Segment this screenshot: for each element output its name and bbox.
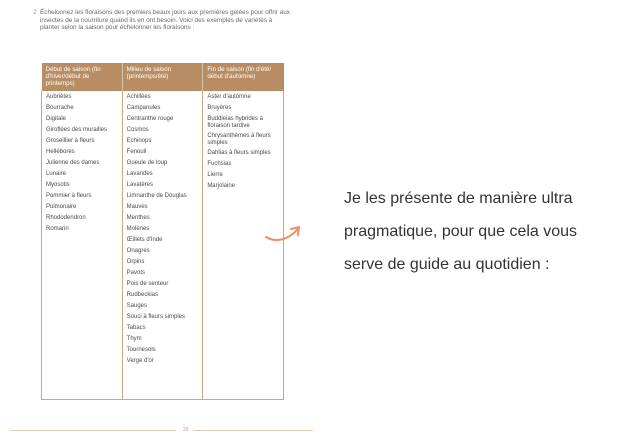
- plant-item: Aster d'automne: [207, 94, 251, 100]
- plant-item: Lunaire: [46, 171, 67, 177]
- plant-item: Hellébores: [46, 149, 75, 155]
- plant-item: Pulmonaire: [46, 204, 77, 210]
- plant-item: Onagres: [126, 248, 150, 254]
- plant-item: Campanules: [126, 105, 161, 111]
- plant-item: Centranthe rouge: [126, 116, 174, 122]
- plant-item: Gueule de loup: [126, 160, 168, 166]
- plant-item: Souci à fleurs simples: [126, 314, 186, 320]
- footer-rule-left: [10, 430, 176, 431]
- plant-item: Œillets d'Inde: [126, 237, 163, 243]
- plant-item: Lavatères: [126, 182, 154, 188]
- plant-item: Digitale: [46, 116, 67, 122]
- plant-item: Verge d'or: [126, 358, 154, 364]
- plant-item: Menthes: [126, 215, 150, 221]
- plant-item: Chrysanthèmes à fleurs simples: [207, 133, 271, 146]
- plant-item: Buddleias hybrides à floraison tardive: [207, 116, 264, 129]
- curved-arrow-icon: [262, 221, 306, 247]
- plant-item: Rhododendron: [46, 215, 86, 221]
- plant-item: Achillées: [126, 94, 151, 100]
- plant-item: Bourrache: [46, 105, 74, 111]
- plant-item: Groseillier à fleurs: [46, 138, 95, 144]
- column-mid-season: [122, 91, 203, 400]
- plant-item: Rudbeckias: [126, 292, 159, 298]
- plant-item: Aubriètes: [46, 94, 72, 100]
- intro-paragraph: [33, 9, 290, 32]
- plant-item: Orpins: [126, 259, 145, 265]
- page-number: 26: [183, 427, 189, 433]
- plant-item: Tabacs: [126, 325, 146, 331]
- header-late-season: Fin de saison (fin d'été/ début d'automne): [203, 63, 284, 91]
- plant-item: Julienne des dames: [46, 160, 100, 166]
- plant-item: Cosmos: [126, 127, 149, 133]
- plant-item: Fenouil: [126, 149, 147, 155]
- plant-item: Giroflées des murailles: [46, 127, 108, 133]
- plant-item: Mauves: [126, 204, 148, 210]
- plant-item: Dahlias à fleurs simples: [207, 150, 271, 156]
- plant-item: Myosotis: [46, 182, 70, 188]
- plant-item: Bruyères: [207, 105, 232, 111]
- header-early-season: Début de saison (fin d'hiver/début de printemps): [42, 63, 123, 91]
- plant-item: Marjolaine: [207, 183, 235, 189]
- column-early-season: [42, 91, 123, 400]
- plant-item: Pommier à fleurs: [46, 193, 92, 199]
- plant-item: Pois de senteur: [126, 281, 169, 287]
- plant-item: Romarin: [46, 226, 69, 232]
- footer-rule-right: [193, 430, 313, 431]
- plant-item: Pavots: [126, 270, 145, 276]
- caption-text: Je les présente de manière ultra pragmatique, pour que cela vous serve de guide au quotidien :: [344, 190, 578, 273]
- plant-item: Fuchsias: [207, 161, 232, 167]
- flowering-table: [41, 63, 284, 400]
- intro-text: Échelonnez les floraisons des premiers beaux jours aux premières gelées pour offrir aux insectes de la nourriture quand ils en ont besoin. Voici des exemples de variétés à planter selon la saison pour échelonner les floraisons :: [40, 9, 290, 32]
- plant-item: Sauges: [126, 303, 148, 309]
- plant-item: Tournesols: [126, 347, 156, 353]
- plant-item: Echinops: [126, 138, 152, 144]
- plant-item: Limnanthe de Douglas: [126, 193, 187, 199]
- plant-item: Thym: [126, 336, 142, 342]
- plant-item: Lavandes: [126, 171, 153, 177]
- plant-item: Molènes: [126, 226, 150, 232]
- plant-item: Lierre: [207, 172, 223, 178]
- intro-number: 2: [33, 9, 37, 16]
- header-mid-season: Milieu de saison (printemps/été): [122, 63, 203, 91]
